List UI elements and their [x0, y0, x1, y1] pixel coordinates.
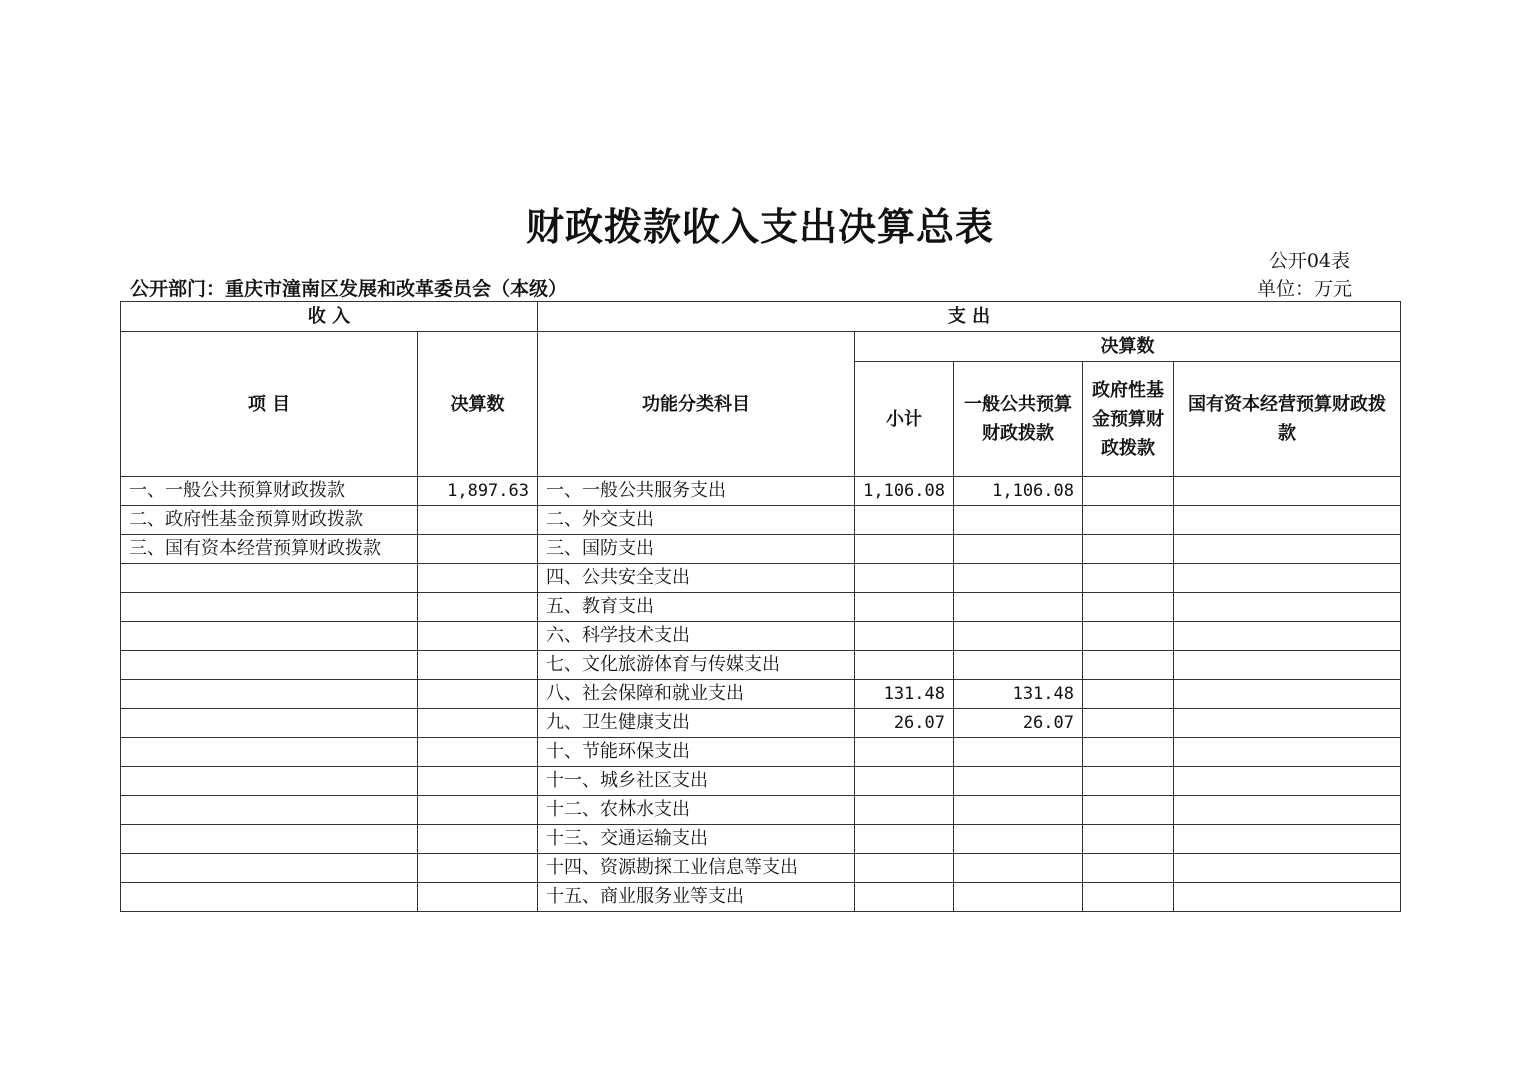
- table-row: [121, 506, 1401, 535]
- expense-item-cell: 四、公共安全支出: [538, 564, 855, 593]
- expense-item-cell: 八、社会保障和就业支出: [538, 680, 855, 709]
- state-capital-cell: [1174, 825, 1401, 854]
- expense-header: 支 出: [538, 302, 1401, 332]
- income-amount-cell: [418, 883, 538, 912]
- income-item-cell: [121, 854, 418, 883]
- income-item-cell: [121, 564, 418, 593]
- expense-item-cell: 一、一般公共服务支出: [538, 477, 855, 506]
- subtotal-cell: [855, 651, 954, 680]
- income-item-cell: [121, 593, 418, 622]
- expense-item-cell: 三、国防支出: [538, 535, 855, 564]
- table-row: [121, 651, 1401, 680]
- general-public-cell: [954, 825, 1083, 854]
- income-amount-cell: [418, 622, 538, 651]
- general-public-header: 一般公共预算财政拨款: [954, 362, 1083, 477]
- state-capital-cell: [1174, 680, 1401, 709]
- subtotal-cell: [855, 883, 954, 912]
- gov-fund-cell: [1083, 535, 1174, 564]
- expense-item-cell: 十三、交通运输支出: [538, 825, 855, 854]
- state-capital-cell: [1174, 854, 1401, 883]
- income-item-cell: [121, 825, 418, 854]
- expense-item-cell: 九、卫生健康支出: [538, 709, 855, 738]
- expense-item-cell: 十五、商业服务业等支出: [538, 883, 855, 912]
- subtotal-cell: [855, 564, 954, 593]
- subtotal-cell: [855, 796, 954, 825]
- state-capital-cell: [1174, 767, 1401, 796]
- form-number: 公开04表: [1268, 250, 1350, 272]
- gov-fund-cell: [1083, 883, 1174, 912]
- income-amount-cell: [418, 767, 538, 796]
- state-capital-cell: [1174, 622, 1401, 651]
- general-public-cell: 1,106.08: [954, 477, 1083, 506]
- income-amount-cell: [418, 564, 538, 593]
- general-public-cell: [954, 593, 1083, 622]
- income-item-cell: [121, 796, 418, 825]
- department-label: 公开部门：重庆市潼南区发展和改革委员会（本级）: [130, 278, 568, 300]
- amount-header: 决算数: [418, 332, 538, 477]
- general-public-cell: [954, 767, 1083, 796]
- income-amount-cell: [418, 680, 538, 709]
- state-capital-cell: [1174, 593, 1401, 622]
- table-row: [121, 854, 1401, 883]
- gov-fund-cell: [1083, 854, 1174, 883]
- general-public-cell: [954, 622, 1083, 651]
- subtotal-cell: [855, 535, 954, 564]
- income-item-cell: 一、一般公共预算财政拨款: [121, 477, 418, 506]
- income-amount-cell: [418, 506, 538, 535]
- gov-fund-cell: [1083, 622, 1174, 651]
- item-header: 项 目: [121, 332, 418, 477]
- table-row: [121, 738, 1401, 767]
- income-amount-cell: [418, 738, 538, 767]
- income-header: 收 入: [121, 302, 538, 332]
- general-public-cell: [954, 506, 1083, 535]
- subtotal-cell: [855, 506, 954, 535]
- page-title: 财政拨款收入支出决算总表: [525, 204, 994, 249]
- general-public-cell: [954, 535, 1083, 564]
- income-item-cell: [121, 680, 418, 709]
- state-capital-cell: [1174, 738, 1401, 767]
- table-row: [121, 477, 1401, 506]
- gov-fund-cell: [1083, 680, 1174, 709]
- table-row: [121, 825, 1401, 854]
- general-public-cell: 131.48: [954, 680, 1083, 709]
- table-row: [121, 564, 1401, 593]
- general-public-cell: [954, 738, 1083, 767]
- income-item-cell: [121, 767, 418, 796]
- state-capital-cell: [1174, 796, 1401, 825]
- income-item-cell: [121, 622, 418, 651]
- table-row: [121, 767, 1401, 796]
- income-amount-cell: [418, 796, 538, 825]
- subtotal-cell: [855, 767, 954, 796]
- budget-table: [120, 301, 1401, 912]
- state-capital-cell: [1174, 564, 1401, 593]
- expense-item-cell: 十一、城乡社区支出: [538, 767, 855, 796]
- state-capital-cell: [1174, 477, 1401, 506]
- state-capital-cell: [1174, 535, 1401, 564]
- table-row: [121, 680, 1401, 709]
- income-amount-cell: [418, 825, 538, 854]
- subtotal-cell: 1,106.08: [855, 477, 954, 506]
- expense-item-cell: 七、文化旅游体育与传媒支出: [538, 651, 855, 680]
- gov-fund-cell: [1083, 767, 1174, 796]
- subtotal-cell: [855, 622, 954, 651]
- subtotal-cell: [855, 825, 954, 854]
- expense-item-cell: 十二、农林水支出: [538, 796, 855, 825]
- gov-fund-cell: [1083, 796, 1174, 825]
- table-row: [121, 709, 1401, 738]
- income-item-cell: [121, 738, 418, 767]
- expense-item-cell: 五、教育支出: [538, 593, 855, 622]
- table-row: [121, 622, 1401, 651]
- general-public-cell: [954, 651, 1083, 680]
- expense-item-cell: 十、节能环保支出: [538, 738, 855, 767]
- general-public-cell: [954, 854, 1083, 883]
- table-row: [121, 796, 1401, 825]
- income-item-cell: 三、国有资本经营预算财政拨款: [121, 535, 418, 564]
- expense-item-cell: 二、外交支出: [538, 506, 855, 535]
- income-amount-cell: [418, 854, 538, 883]
- income-amount-cell: [418, 593, 538, 622]
- state-capital-cell: [1174, 506, 1401, 535]
- subtotal-cell: [855, 738, 954, 767]
- subtotal-cell: [855, 854, 954, 883]
- gov-fund-cell: [1083, 738, 1174, 767]
- general-public-cell: [954, 564, 1083, 593]
- gov-fund-cell: [1083, 825, 1174, 854]
- unit-label: 单位：万元: [1256, 278, 1352, 300]
- func-category-header: 功能分类科目: [538, 332, 855, 477]
- gov-fund-cell: [1083, 477, 1174, 506]
- gov-fund-cell: [1083, 564, 1174, 593]
- table-row: [121, 593, 1401, 622]
- income-amount-cell: [418, 709, 538, 738]
- state-capital-cell: [1174, 651, 1401, 680]
- state-capital-cell: [1174, 883, 1401, 912]
- state-capital-header: 国有资本经营预算财政拨款: [1174, 362, 1401, 477]
- income-amount-cell: [418, 651, 538, 680]
- income-item-cell: [121, 651, 418, 680]
- general-public-cell: 26.07: [954, 709, 1083, 738]
- income-item-cell: [121, 709, 418, 738]
- table-body: [121, 477, 1401, 912]
- subtotal-header: 小计: [855, 362, 954, 477]
- gov-fund-cell: [1083, 593, 1174, 622]
- table-row: [121, 883, 1401, 912]
- subtotal-cell: 131.48: [855, 680, 954, 709]
- gov-fund-header: 政府性基金预算财政拨款: [1083, 362, 1174, 477]
- subtotal-cell: 26.07: [855, 709, 954, 738]
- gov-fund-cell: [1083, 651, 1174, 680]
- table-row: [121, 535, 1401, 564]
- general-public-cell: [954, 796, 1083, 825]
- income-amount-cell: 1,897.63: [418, 477, 538, 506]
- gov-fund-cell: [1083, 506, 1174, 535]
- subtotal-cell: [855, 593, 954, 622]
- income-item-cell: [121, 883, 418, 912]
- income-item-cell: 二、政府性基金预算财政拨款: [121, 506, 418, 535]
- budget-total-header: 决算数: [855, 332, 1401, 362]
- state-capital-cell: [1174, 709, 1401, 738]
- expense-item-cell: 六、科学技术支出: [538, 622, 855, 651]
- gov-fund-cell: [1083, 709, 1174, 738]
- expense-item-cell: 十四、资源勘探工业信息等支出: [538, 854, 855, 883]
- general-public-cell: [954, 883, 1083, 912]
- income-amount-cell: [418, 535, 538, 564]
